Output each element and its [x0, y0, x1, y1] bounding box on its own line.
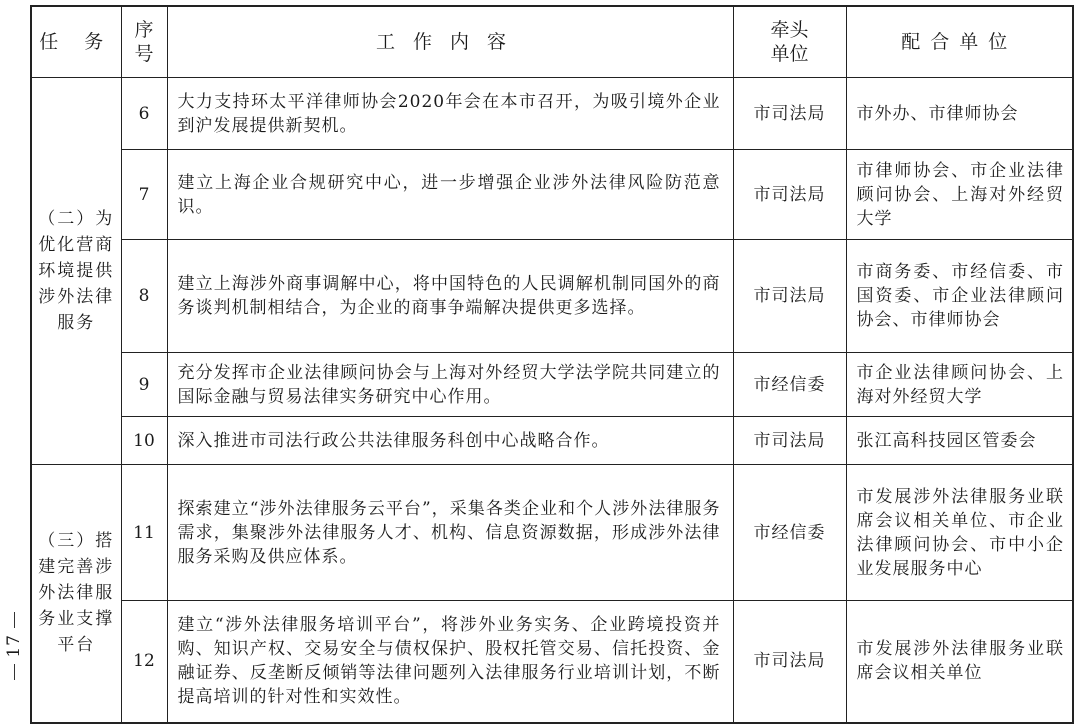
- lead-cell: 市司法局: [733, 601, 846, 723]
- lead-cell: 市司法局: [733, 417, 846, 465]
- table-row: [31, 417, 1073, 465]
- header-seq: 序号: [121, 6, 167, 78]
- lead-cell: 市司法局: [733, 78, 846, 150]
- table-row: [31, 150, 1073, 240]
- lead-cell: 市司法局: [733, 240, 846, 353]
- header-row: [31, 6, 1073, 78]
- task-cell: （三）搭建完善涉外法律服务业支撑平台: [31, 465, 121, 723]
- page-number-text: 17: [3, 634, 24, 658]
- seq-cell: 12: [121, 601, 167, 723]
- seq-cell: 11: [121, 465, 167, 601]
- table-row: [31, 240, 1073, 353]
- task-table: [30, 5, 1074, 724]
- page-number: [4, 612, 24, 704]
- coop-cell: 市发展涉外法律服务业联席会议相关单位、市企业法律顾问协会、市中小企业发展服务中心: [846, 465, 1073, 601]
- table-row: [31, 601, 1073, 723]
- seq-cell: 7: [121, 150, 167, 240]
- task-cell: （二）为优化营商环境提供涉外法律服务: [31, 78, 121, 465]
- coop-cell: 市企业法律顾问协会、上海对外经贸大学: [846, 353, 1073, 417]
- coop-cell: 市外办、市律师协会: [846, 78, 1073, 150]
- lead-cell: 市司法局: [733, 150, 846, 240]
- content-cell: 建立上海企业合规研究中心，进一步增强企业涉外法律风险防范意识。: [167, 150, 733, 240]
- header-lead: 牵头单位: [733, 6, 846, 78]
- seq-cell: 6: [121, 78, 167, 150]
- table-row: [31, 465, 1073, 601]
- content-cell: 建立“涉外法律服务培训平台”，将涉外业务实务、企业跨境投资并购、知识产权、交易安全与债权保护、股权托管交易、信托投资、金融证券、反垄断反倾销等法律问题列入法律服务行业培训计划，不断提高培训的针对性和实效性。: [167, 601, 733, 723]
- coop-cell: 市商务委、市经信委、市国资委、市企业法律顾问协会、市律师协会: [846, 240, 1073, 353]
- table-row: [31, 78, 1073, 150]
- lead-cell: 市经信委: [733, 465, 846, 601]
- header-coop: 配合单位: [846, 6, 1073, 78]
- content-cell: 大力支持环太平洋律师协会2020年会在本市召开，为吸引境外企业到沪发展提供新契机。: [167, 78, 733, 150]
- seq-cell: 9: [121, 353, 167, 417]
- lead-cell: 市经信委: [733, 353, 846, 417]
- seq-cell: 8: [121, 240, 167, 353]
- header-content: 工作内容: [167, 6, 733, 78]
- content-cell: 深入推进市司法行政公共法律服务科创中心战略合作。: [167, 417, 733, 465]
- coop-cell: 市律师协会、市企业法律顾问协会、上海对外经贸大学: [846, 150, 1073, 240]
- content-cell: 建立上海涉外商事调解中心，将中国特色的人民调解机制同国外的商务谈判机制相结合，为企业的商事争端解决提供更多选择。: [167, 240, 733, 353]
- coop-cell: 市发展涉外法律服务业联席会议相关单位: [846, 601, 1073, 723]
- content-cell: 探索建立“涉外法律服务云平台”，采集各类企业和个人涉外法律服务需求，集聚涉外法律服务人才、机构、信息资源数据，形成涉外法律服务采购及供应体系。: [167, 465, 733, 601]
- coop-cell: 张江高科技园区管委会: [846, 417, 1073, 465]
- header-task: 任 务: [31, 6, 121, 78]
- table-row: [31, 353, 1073, 417]
- seq-cell: 10: [121, 417, 167, 465]
- content-cell: 充分发挥市企业法律顾问协会与上海对外经贸大学法学院共同建立的国际金融与贸易法律实务研究中心作用。: [167, 353, 733, 417]
